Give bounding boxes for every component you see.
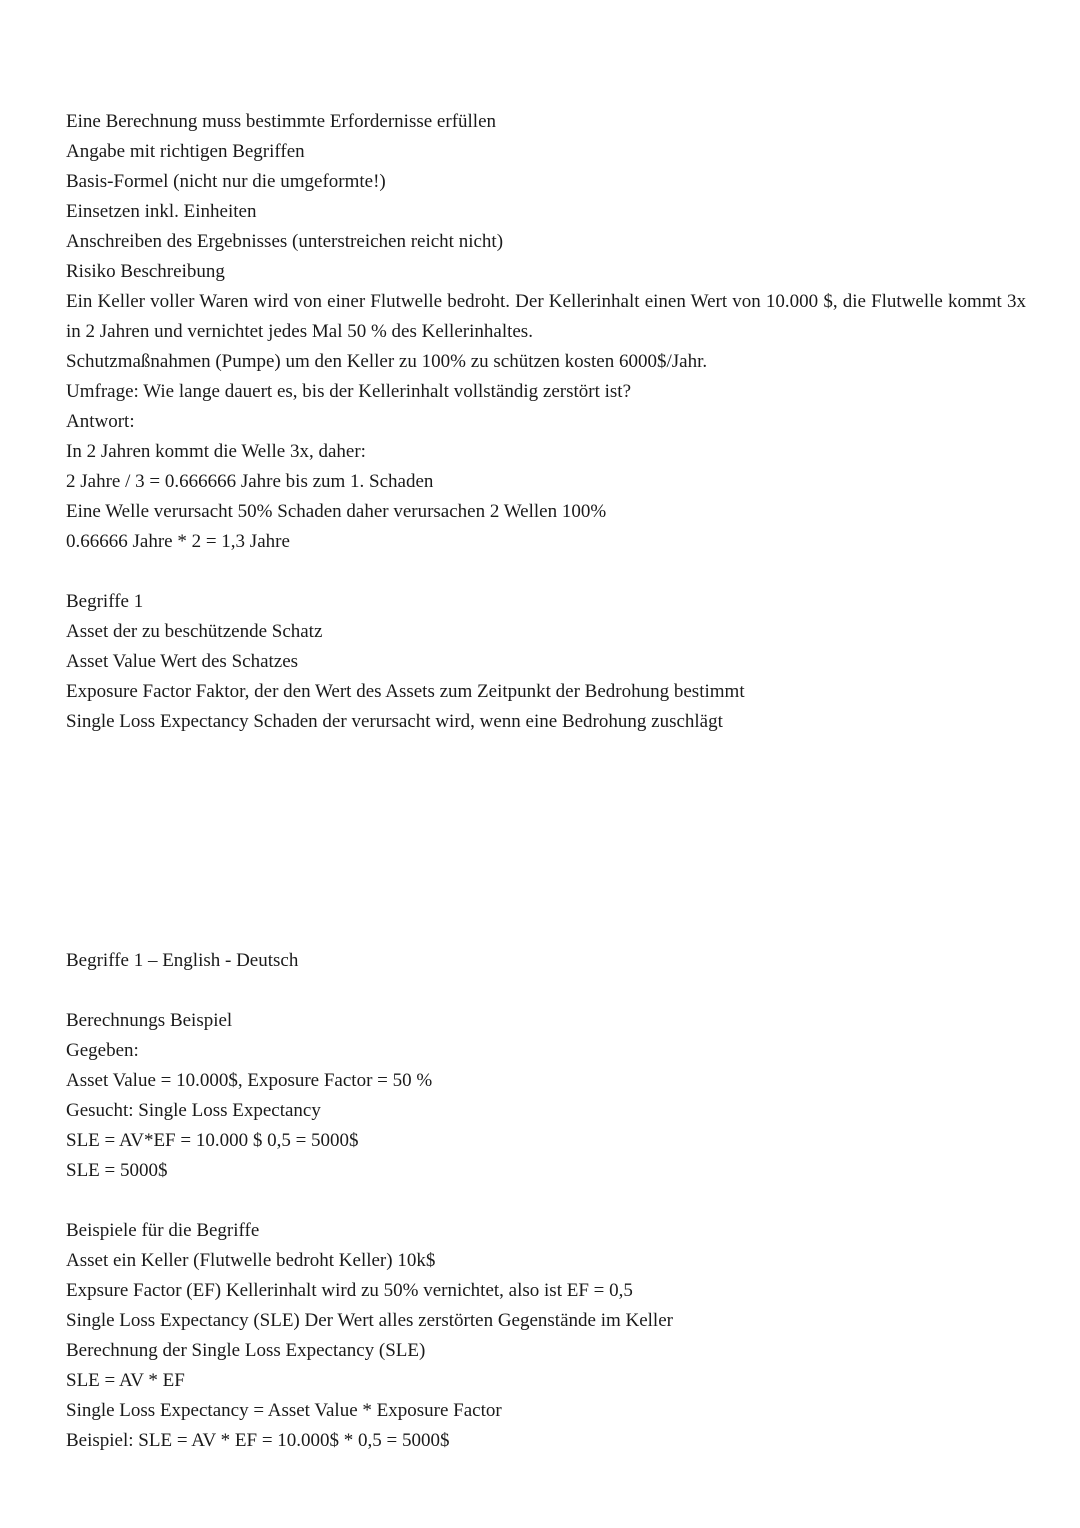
spacer — [66, 557, 1026, 587]
beispiele-section — [66, 1216, 1026, 1456]
definition-line: Exposure Factor Faktor, der den Wert des Assets zum Zeitpunkt der Bedrohung bestimmt — [66, 681, 745, 702]
english-section — [66, 946, 1026, 976]
text-line: Expsure Factor (EF) Kellerinhalt wird zu 50% vernichtet, also ist EF = 0,5 — [66, 1280, 633, 1301]
text-line: Single Loss Expectancy (SLE) Der Wert alles zerstörten Gegenstände im Keller — [66, 1310, 673, 1331]
definition-line: Single Loss Expectancy Schaden der verursacht wird, wenn eine Bedrohung zuschlägt — [66, 711, 723, 732]
text-line: Einsetzen inkl. Einheiten — [66, 201, 257, 222]
text-line: Antwort: — [66, 411, 135, 432]
document-page — [66, 107, 1026, 1456]
section-heading: Begriffe 1 — [66, 591, 144, 612]
text-line: Angabe mit richtigen Begriffen — [66, 141, 305, 162]
formula-line: Single Loss Expectancy = Asset Value * Exposure Factor — [66, 1400, 502, 1421]
text-line: Schutzmaßnahmen (Pumpe) um den Keller zu 100% zu schützen kosten 6000$/Jahr. — [66, 351, 708, 372]
formula-line: SLE = AV*EF = 10.000 $ 0,5 = 5000$ — [66, 1130, 359, 1151]
text-line: Umfrage: Wie lange dauert es, bis der Kellerinhalt vollständig zerstört ist? — [66, 381, 632, 402]
section-heading: Berechnungs Beispiel — [66, 1010, 233, 1031]
spacer — [66, 976, 1026, 1006]
formula-line: Beispiel: SLE = AV * EF = 10.000$ * 0,5 = 5000$ — [66, 1430, 450, 1451]
text-line: Risiko Beschreibung — [66, 261, 225, 282]
text-line: 2 Jahre / 3 = 0.666666 Jahre bis zum 1. Schaden — [66, 471, 434, 492]
section-heading: Begriffe 1 – English - Deutsch — [66, 950, 299, 971]
text-line: Eine Berechnung muss bestimmte Erfordernisse erfüllen — [66, 111, 497, 132]
formula-line: SLE = 5000$ — [66, 1160, 168, 1181]
definition-line: Asset Value Wert des Schatzes — [66, 651, 299, 672]
section-heading: Beispiele für die Begriffe — [66, 1220, 260, 1241]
text-line: Basis-Formel (nicht nur die umgeformte!) — [66, 171, 386, 192]
intro-section — [66, 107, 1026, 557]
formula-line: SLE = AV * EF — [66, 1370, 185, 1391]
text-line: Asset Value = 10.000$, Exposure Factor = 50 % — [66, 1070, 433, 1091]
spacer — [66, 737, 1026, 946]
text-line: 0.66666 Jahre * 2 = 1,3 Jahre — [66, 531, 290, 552]
begriffe-section — [66, 587, 1026, 737]
text-line: Berechnung der Single Loss Expectancy (SLE) — [66, 1340, 426, 1361]
text-line: In 2 Jahren kommt die Welle 3x, daher: — [66, 441, 366, 462]
text-line: Eine Welle verursacht 50% Schaden daher verursachen 2 Wellen 100% — [66, 501, 607, 522]
text-line: Gegeben: — [66, 1040, 139, 1061]
beispiel-section — [66, 1006, 1026, 1186]
spacer — [66, 1186, 1026, 1216]
definition-line: Asset der zu beschützende Schatz — [66, 621, 323, 642]
text-line: Gesucht: Single Loss Expectancy — [66, 1100, 321, 1121]
risk-description-paragraph: Ein Keller voller Waren wird von einer Flutwelle bedroht. Der Kellerinhalt einen Wert von 10.000 $, die Flutwelle kommt 3x in 2 Jahren und vernichtet jedes Mal 50 % des Kellerinhaltes. — [66, 291, 1026, 342]
text-line: Asset ein Keller (Flutwelle bedroht Keller) 10k$ — [66, 1250, 436, 1271]
text-line: Anschreiben des Ergebnisses (unterstreichen reicht nicht) — [66, 231, 504, 252]
